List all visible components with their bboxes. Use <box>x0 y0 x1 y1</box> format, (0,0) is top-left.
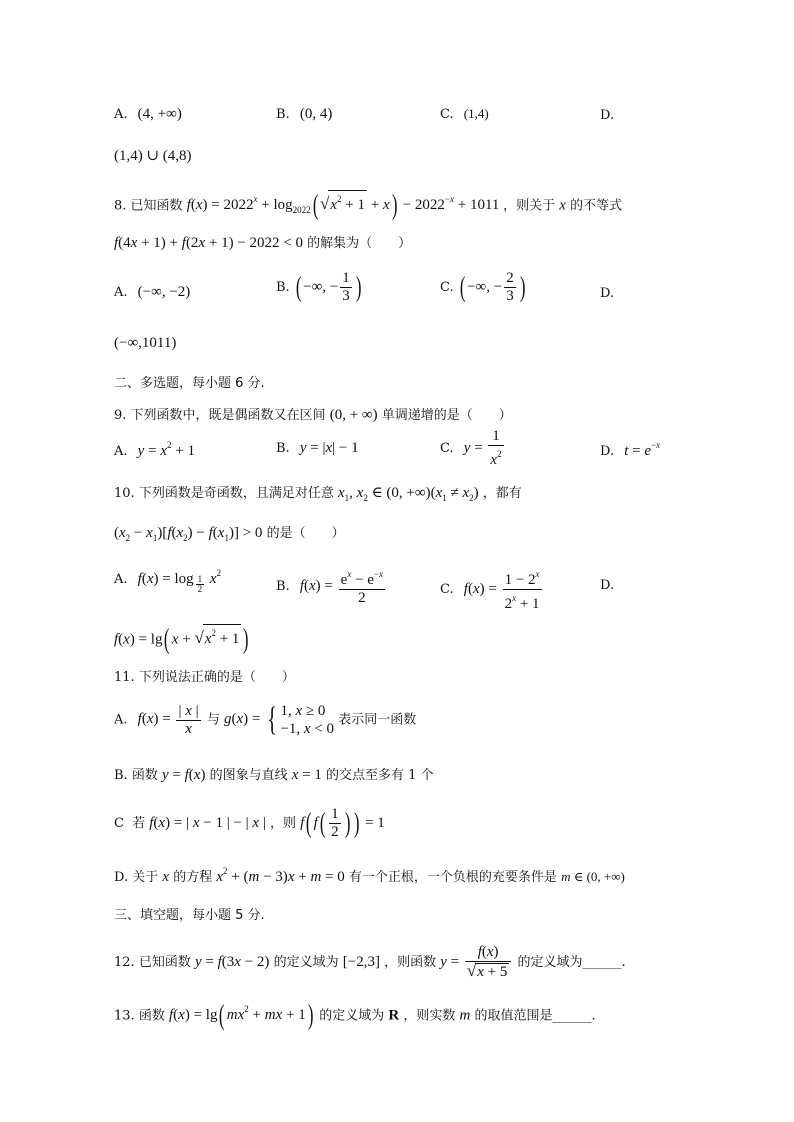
q9-option-b[interactable]: B. y = |x| − 1 <box>276 440 359 456</box>
q8-function-definition: $f(x) = 2022^x + \log_{2022}$( $√x^2 + 1 + x) - 2022^{-x} + 1011$ <box>186 190 504 221</box>
q8-inequality: f(4x + 1) + f(2x + 1) − 2022 < 0 <box>114 235 303 251</box>
q10-option-a[interactable]: A. f(x) = log $_{\frac{1}{2}}$ $x^2$ <box>114 568 222 595</box>
q11-option-d[interactable]: D. 关于 x 的方程 $x^2 + (m - 3)x + m = 0$ 有一个正根，一个负根的充要条件是 m ∈ (0, +∞) <box>114 866 625 885</box>
q7-option-a[interactable]: A. (4, +∞) <box>114 106 182 122</box>
q8-option-d-value: (−∞,1011) <box>114 335 177 351</box>
q9-option-a[interactable]: A. $y = x^2 + 1$ <box>114 440 195 459</box>
q7-option-b[interactable]: B. (0, 4) <box>276 106 333 122</box>
q10-stem-line1: 10. 下列函数是奇函数，且满足对任意 $x_1$, $x_2$ ∈ (0, $+\infty)(x_1 \ne x_2)$ ，都有 <box>114 485 522 503</box>
q8-option-a[interactable]: A. (−∞, −2) <box>114 284 191 300</box>
q12-stem: 12. 已知函数 y = f(3x − 2) 的定义域为 [−2,3] ，则函数 y = $\frac{f(x)}{√x + 5}$ 的定义域为______. <box>114 944 626 980</box>
q8-stem-line2: f(4x + 1) + f(2x + 1) − 2022 < 0 的解集为（ ） <box>114 235 412 251</box>
section-fill-in-heading: 三、填空题，每小题 5 分. <box>114 908 265 923</box>
q13-stem: 13. 函数 f(x) = lg( $mx^2$ + mx + 1) 的定义域为 R ，则实数 m 的取值范围是______. <box>114 1000 596 1031</box>
q11-option-b[interactable]: B. 函数 y = f(x) 的图象与直线 x = 1 的交点至多有 1 个 <box>114 767 434 783</box>
section-multiple-choice-heading: 二、多选题，每小题 6 分. <box>114 376 265 391</box>
q7-option-d[interactable]: D. <box>600 108 615 123</box>
q10-option-b[interactable]: B. f(x) = $\frac{e^x - e^{-x}}{2}$ <box>276 566 387 607</box>
q8-stem-line1: 8. 已知函数 $f(x) = 2022^x + \log_{2022}$( $√x^2 + 1 + x) - 2022^{-x} + 1011$ ，则关于 x 的不等式 <box>114 190 623 221</box>
q8-option-d[interactable]: D. <box>600 286 615 301</box>
q9-stem: 9. 下列函数中，既是偶函数又在区间 (0, + ∞) 单调递增的是（ ） <box>114 407 512 423</box>
q10-option-d[interactable]: D. <box>600 578 615 593</box>
q10-stem-line2: $(x_2 - x_1)[f(x_2) - f(x_1)] > 0$ 的是（ ） <box>114 525 345 543</box>
q11-stem: 11. 下列说法正确的是（ ） <box>114 670 295 685</box>
q10-option-c[interactable]: C. f(x) = $\frac{1 - 2^x}{2^x + 1}$ <box>440 566 544 613</box>
q11-option-a[interactable]: A. f(x) = $\frac{| x |}{x}$ 与 g(x) = { 1, x ≥ 0 −1, x < 0 表示同一函数 <box>114 701 417 738</box>
q11-option-c[interactable]: C 若 f(x) = | x − 1 | − | x | ，则 f( f( $\frac{1}{2}$ ) ) = 1 <box>114 806 385 840</box>
q8-option-c[interactable]: C. ( −∞, − $\frac{2}{3}$ ) <box>440 270 526 304</box>
q7-option-c[interactable]: C. (1,4) <box>440 106 489 122</box>
q9-option-c[interactable]: C. y = $\frac{1}{x^2}$ <box>440 428 502 468</box>
q7-option-d-value: (1,4) ∪ (4,8) <box>114 148 192 164</box>
q9-option-d[interactable]: D. $t = e^{-x}$ <box>600 440 661 459</box>
q8-option-b[interactable]: B. ( −∞, − $\frac{1}{3}$ ) <box>276 270 362 304</box>
q10-option-d-value: f(x) = lg( $x + √x^2 + 1$ ) <box>114 624 249 655</box>
